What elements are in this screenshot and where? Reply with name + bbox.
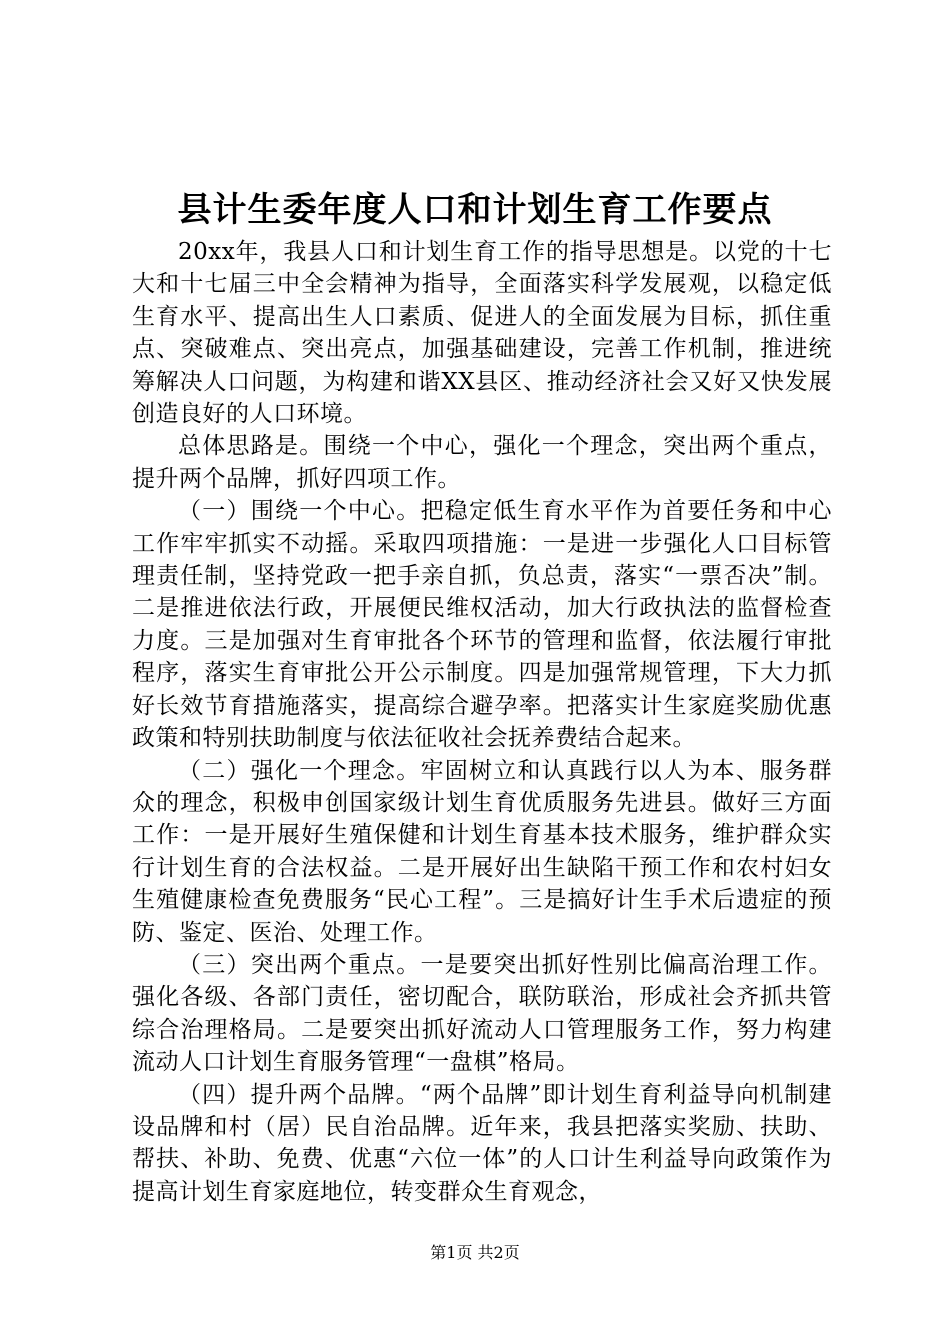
paragraph-guiding-ideology: 20xx年，我县人口和计划生育工作的指导思想是。以党的十七大和十七届三中全会精神为指导，全面落实科学发展观，以稳定低生育水平、提高出生人口素质、促进人的全面发展为目标，抓住重点、突破难点、突出亮点，加强基础建设，完善工作机制，推进统筹解决人口问题，为构建和谐XX县区、推动经济社会又好又快发展创造良好的人口环境。	[132, 239, 832, 428]
paragraph-overall-approach: 总体思路是。围绕一个中心，强化一个理念，突出两个重点，提升两个品牌，抓好四项工作。	[132, 433, 832, 492]
paragraph-section-1: （一）围绕一个中心。把稳定低生育水平作为首要任务和中心工作牢牢抓实不动摇。采取四项措施：一是进一步强化人口目标管理责任制，坚持党政一把手亲自抓，负总责，落实“一票否决”制。二是推进依法行政，开展便民维权活动，加大行政执法的监督检查力度。三是加强对生育审批各个环节的管理和监督，依法履行审批程序，落实生育审批公开公示制度。四是加强常规管理，下大力抓好长效节育措施落实，提高综合避孕率。把落实计生家庭奖励优惠政策和特别扶助制度与依法征收社会抚养费结合起来。	[132, 498, 832, 752]
paragraph-section-2: （二）强化一个理念。牢固树立和认真践行以人为本、服务群众的理念，积极申创国家级计划生育优质服务先进县。做好三方面工作：一是开展好生殖保健和计划生育基本技术服务，维护群众实行计划生育的合法权益。二是开展好出生缺陷干预工作和农村妇女生殖健康检查免费服务“民心工程”。三是搞好计生手术后遗症的预防、鉴定、医治、处理工作。	[132, 757, 832, 946]
document-title: 县计生委年度人口和计划生育工作要点	[177, 190, 773, 230]
document-body	[132, 236, 832, 1208]
page-number-footer: 第1页 共2页	[430, 1243, 520, 1262]
paragraph-section-4: （四）提升两个品牌。“两个品牌”即计划生育利益导向机制建设品牌和村（居）民自治品牌。近年来，我县把落实奖励、扶助、帮扶、补助、免费、优惠“六位一体”的人口计生利益导向政策作为提高计划生育家庭地位，转变群众生育观念，	[132, 1081, 832, 1205]
paragraph-section-3: （三）突出两个重点。一是要突出抓好性别比偏高治理工作。强化各级、各部门责任，密切配合，联防联治，形成社会齐抓共管综合治理格局。二是要突出抓好流动人口管理服务工作，努力构建流动人口计划生育服务管理“一盘棋”格局。	[132, 951, 832, 1076]
